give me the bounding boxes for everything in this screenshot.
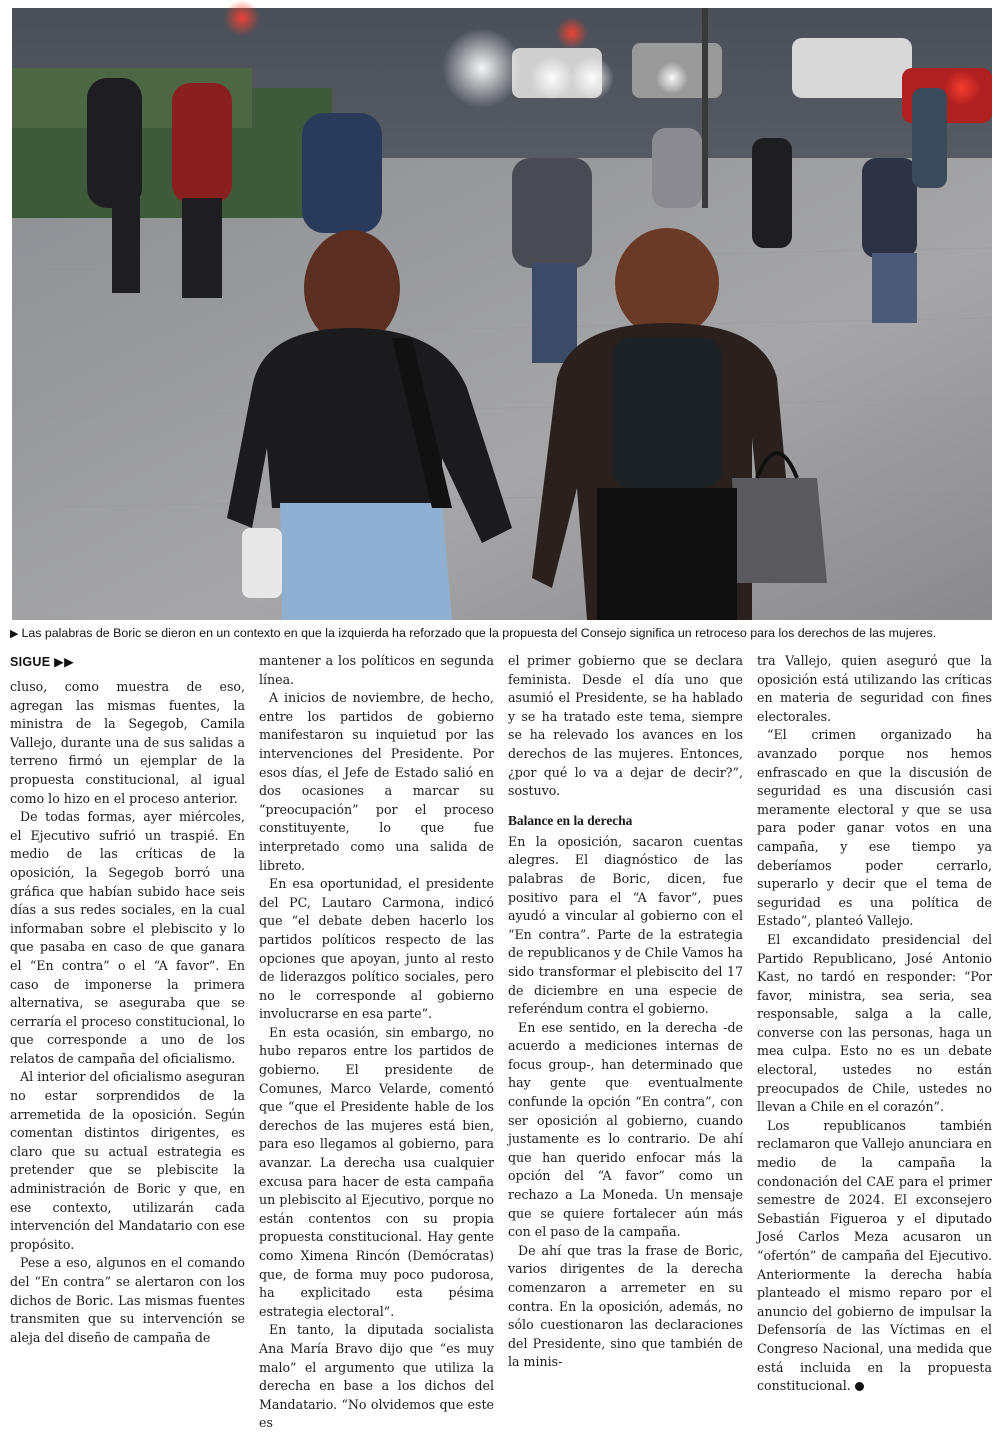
article-column-3 bbox=[508, 652, 743, 1370]
paragraph-text: Los republicanos también reclamaron que Vallejo anunciara en medio de la campaña la condonación del CAE para el primer semestre de 2024. El exconsejero Sebastián Figueroa y el diputado José Carlos Meza acusaron un “ofertón” de campaña del Ejecutivo. Anteriormente la derecha había planteado el mismo reparo por el anuncio del gobierno de impulsar la Defensoría de las Víctimas en el Congreso Nacional, una medida que está incluida en la propuesta constitucional. bbox=[757, 1117, 992, 1394]
paragraph bbox=[757, 1117, 992, 1396]
end-of-article-icon bbox=[855, 1382, 864, 1391]
paragraph: De ahí que tras la frase de Boric, varios dirigentes de la derecha comenzaron a arremeter en su contra. En la oposición, además, no sólo cuestionaron las declaraciones del Presidente, sino que también de la minis- bbox=[508, 1242, 743, 1370]
paragraph: “El crimen organizado ha avanzado porque nos hemos enfrascado en que la discusión de seguridad es una discusión casi meramente electoral y que se usa para poder ganar votos en una campaña, y ese tiempo ya deberíamos poder cerrarlo, superarlo y decir que el tema de seguridad es una política de Estado”, planteó Vallejo. bbox=[757, 727, 992, 929]
paragraph: En esa oportunidad, el presidente del PC, Lautaro Carmona, indicó que “el debate deben hacerlo los partidos políticos respecto de las opciones que apoyan, junto al resto de liderazgos político sociales, pero no le corresponde al gobierno involucrarse en esa parte”. bbox=[259, 876, 494, 1022]
paragraph: En tanto, la diputada socialista Ana María Bravo dijo que “es muy malo” el argumento que utiliza la derecha en base a los dichos del Mandatario. “No olvidemos que este es bbox=[259, 1322, 494, 1431]
paragraph: Al interior del oficialismo aseguran no estar sorprendidos de la arremetida de la oposición. Según comentan distintos dirigentes, es claro que su actual estrategia es pretender que se plebiscite la administración de Boric y que, en ese contexto, utilizarán cada intervención del Mandatario con ese propósito. bbox=[10, 1069, 245, 1252]
street-photo-icon bbox=[12, 8, 992, 620]
article-column-2 bbox=[259, 652, 494, 1431]
photo-caption bbox=[10, 625, 995, 642]
paragraph: mantener a los políticos en segunda línea. bbox=[259, 653, 494, 687]
section-subhead: Balance en la derecha bbox=[508, 812, 633, 828]
article-column-1 bbox=[10, 652, 245, 1345]
continued-label: SIGUE ▶▶ bbox=[10, 655, 74, 669]
article-photo bbox=[12, 8, 992, 620]
paragraph: En ese sentido, en la derecha -de acuerdo a mediciones internas de focus group-, han determinado que hay gente que eventualmente confunde la opción “En contra”, con ser oposición al gobierno, cuando justamente es lo contrario. De ahí que han querido enfocar más la opción del “A favor” como un rechazo a La Moneda. Un mensaje que se quiere fortalecer aún más con el paso de la campaña. bbox=[508, 1019, 743, 1240]
article-body bbox=[10, 652, 992, 1431]
paragraph: De todas formas, ayer miércoles, el Ejecutivo sufrió un traspié. En medio de las críticas de la oposición, la Segegob borró una gráfica que habían subido hace seis días a sus redes sociales, en la cual informaban sobre el plebiscito y lo que pasaba en caso de que ganara el “En contra” o el “A favor”. En caso de imponerse la primera alternativa, se aseguraba que se cerraría el proceso constitucional, lo que corresponde a uno de los relatos de campaña del oficialismo. bbox=[10, 809, 245, 1066]
paragraph: En la oposición, sacaron cuentas alegres. El diagnóstico de las palabras de Boric, dicen, fue positivo para el “A favor”, pues ayudó a vincular al gobierno con el “En contra”. Parte de la estrategia de republicanos y de Chile Vamos ha sido transformar el plebiscito del 17 de diciembre en una especie de referéndum contra el gobierno. bbox=[508, 833, 743, 1017]
article-column-4 bbox=[757, 652, 992, 1394]
paragraph: A inicios de noviembre, de hecho, entre los partidos de gobierno manifestaron su inquietud por las intervenciones del Presidente. Por esos días, el Jefe de Estado salió en dos ocasiones a marcar su “preocupación” por el proceso constituyente, lo que fue interpretado como una salida de libreto. bbox=[259, 690, 494, 873]
paragraph: el primer gobierno que se declara feminista. Desde el día uno que asumió el Presidente, se ha hablado y se ha tratado este tema, siempre se ha relevado los avances en los derechos de las mujeres. Entonces, ¿por qué lo va a dejar de decir?”, sostuvo. bbox=[508, 653, 743, 799]
caption-marker: ▶ bbox=[10, 628, 19, 640]
paragraph: tra Vallejo, quien aseguró que la oposición está utilizando las críticas en materia de seguridad con fines electorales. bbox=[757, 653, 992, 724]
paragraph: El excandidato presidencial del Partido Republicano, José Antonio Kast, no tardó en responder: “Por favor, ministra, sea seria, sea responsable, salga a la calle, converse con las personas, haga un mea culpa. Esto no es un debate electoral, ustedes no están preocupados de Chile, ustedes no llevan a Chile en el corazón”. bbox=[757, 931, 992, 1115]
paragraph: Pese a eso, algunos en el comando del “En contra” se alertaron con los dichos de Boric. Las mismas fuentes transmiten que su intervención se aleja del diseño de campaña de bbox=[10, 1255, 245, 1345]
paragraph: En esta ocasión, sin embargo, no hubo reparos entre los partidos de gobierno. El presidente de Comunes, Marco Velarde, comentó que “que el Presidente hable de los derechos de las mujeres está bien, para eso llegamos al gobierno, para avanzar. La derecha usa cualquier excusa para hacer de esta campaña un plebiscito al Ejecutivo, porque no están contentos con su propia propuesta constitucional. Hay gente como Ximena Rincón (Demócratas) que, de forma muy poco pudorosa, ha explicitado esta pésima estrategia electoral”. bbox=[259, 1024, 494, 1319]
paragraph: cluso, como muestra de eso, agregan las mismas fuentes, la ministra de la Segegob, Camila Vallejo, durante una de sus salidas a terreno firmó un ejemplar de la propuesta constitucional, al igual como lo hizo en el proceso anterior. bbox=[10, 679, 245, 806]
caption-text: Las palabras de Boric se dieron en un contexto en que la izquierda ha reforzado que la propuesta del Consejo significa un retroceso para los derechos de las mujeres. bbox=[21, 626, 937, 640]
